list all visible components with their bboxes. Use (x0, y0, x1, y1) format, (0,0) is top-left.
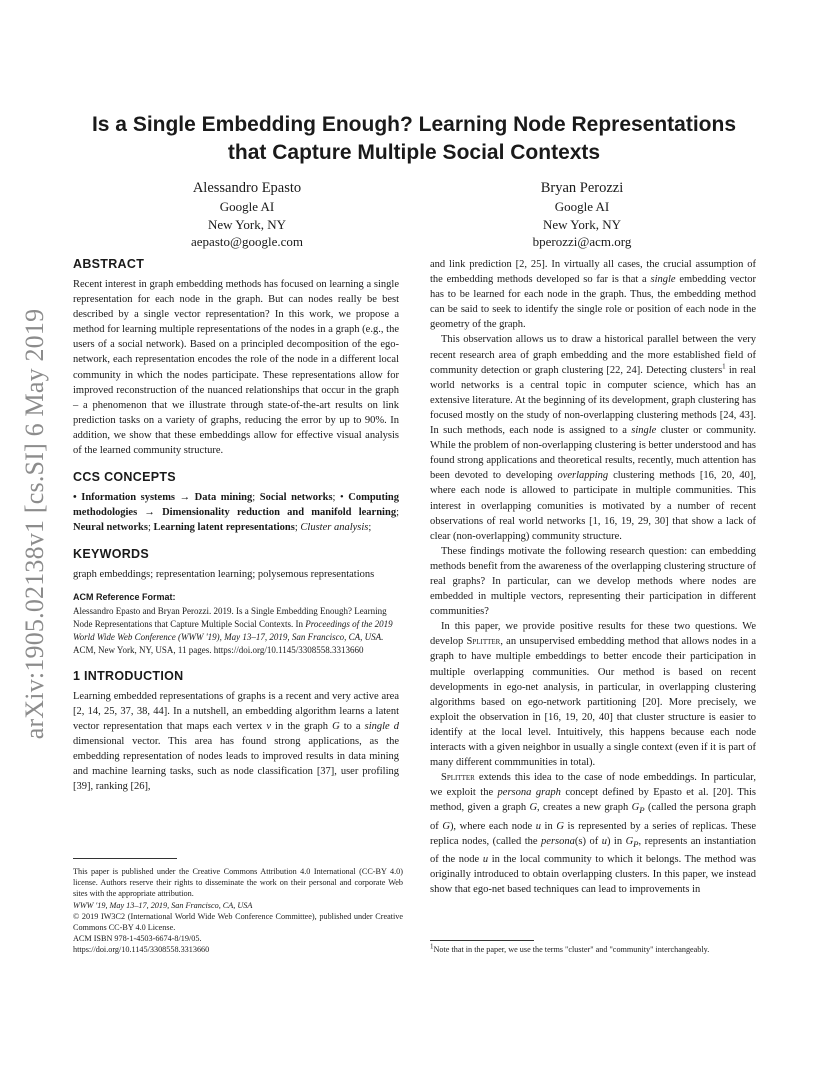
text-run: concept defined by Epasto et al. [20]. This method, given a graph (430, 787, 756, 814)
text-run: ) in (606, 835, 626, 847)
math-var: G (556, 820, 564, 832)
method-name: Splitter (441, 772, 475, 784)
math-var: u (482, 853, 489, 865)
acm-reference-text: Alessandro Epasto and Bryan Perozzi. 2019. Is a Single Embedding Enough? Learning Node Representations that Capture Multiple Social Contexts. In (73, 605, 387, 629)
ccs-concept: Social networks (259, 492, 333, 504)
ccs-sep: ; (396, 507, 399, 519)
text-run: clustering methods [16, 20, 40], where each node is allowed to participate in multiple communities. This interest in overlapping comunities is motivated by a number of recent observations of real world networks [1, 16, 19, 29, 30] that show a lack of clear (non-overlapping) community structure. (430, 470, 756, 542)
right-column (430, 257, 756, 897)
emphasis: single (650, 274, 676, 286)
paragraph (430, 770, 756, 897)
method-name: Splitter (466, 636, 501, 648)
title-line-1: Is a Single Embedding Enough? Learning Node Representations (91, 113, 737, 136)
acm-reference (73, 591, 399, 657)
author-name: Bryan Perozzi (540, 180, 624, 196)
math-var: G (332, 720, 340, 732)
emphasis: overlapping (557, 470, 609, 482)
conference-line (73, 900, 403, 911)
author-email: aepasto@google.com (191, 234, 303, 249)
ccs-sep: ; (147, 522, 154, 534)
footnote-rule-left (73, 858, 177, 859)
ccs-sep: ; • (332, 492, 349, 504)
keywords-heading: KEYWORDS (73, 547, 150, 562)
doi-link[interactable]: https://doi.org/10.1145/3308558.3313660 (73, 945, 210, 955)
math-subscript: P (633, 838, 639, 849)
intro-heading: 1 INTRODUCTION (73, 668, 184, 683)
text-run: dimensional vector. This area has found strong applications, as the embedding representation of nodes leads to improved results in data mining and machine learning tasks, such as node classification [37], user profiling [39], ranking [26], (73, 735, 399, 793)
emphasis: persona graph (497, 787, 561, 799)
paragraph (430, 619, 756, 770)
math-subscript: P (639, 805, 645, 816)
text-run: embedding vector has to be learned for each node in the graph. Thus, the embedding method can be said to seek to identify the single role or position of each node in the geometry of the graph. (430, 274, 756, 331)
ccs-concept: Computing methodologies → Dimensionality reduction and manifold learning (73, 492, 400, 519)
emphasis: single (631, 425, 657, 437)
paragraph (430, 332, 756, 543)
conference-text: WWW '19, May 13–17, 2019, San Francisco, CA, USA (73, 900, 253, 910)
arxiv-stamp (14, 296, 56, 752)
ccs-concept-italic: Cluster analysis (300, 522, 369, 534)
emphasis: persona (541, 835, 575, 847)
ccs-heading: CCS CONCEPTS (73, 470, 176, 485)
math-var: G (529, 802, 538, 814)
math-var: G (442, 820, 450, 832)
text-run: , represents an instantiation of the node (430, 835, 757, 865)
paragraph (430, 257, 756, 332)
footnote-marker: 1 (722, 362, 726, 371)
author-affiliation: Google AI (219, 199, 275, 214)
text-run: , creates a new graph (537, 802, 632, 814)
text-run: (called the persona graph of (430, 802, 757, 832)
emphasis: single d (364, 720, 399, 732)
isbn-text: ACM ISBN 978-1-4503-6674-8/19/05. (73, 934, 202, 944)
ccs-concept: • Information systems → Data mining (73, 492, 253, 504)
arxiv-stamp-text: arXiv:1905.02138v1 [cs.SI] 6 May 2019 (20, 308, 49, 740)
text-run: Learning embedded representations of graphs is a recent and very active area [2, 14, 25, 37, 38, 44]. In a nutshell, an embedding algorithm learns a latent vector representation that maps each vertex (73, 690, 399, 732)
text-run: is represented by a series of replicas. These replica nodes, (called the (430, 820, 756, 847)
text-run: and link prediction [2, 25]. In virtually all cases, the crucial assumption of the embedding methods developed so far is that a (430, 259, 756, 286)
text-run: in the local community to which it belongs. The method was originally introduced to obtain overlapping clusters. In this paper, we instead show that ego-net based techniques can lead to improvements in (430, 853, 756, 896)
abstract-heading: ABSTRACT (73, 257, 145, 271)
ccs-concept: Learning latent representations (153, 522, 295, 534)
footnote-1 (430, 944, 760, 955)
paragraph: These findings motivate the following research question: can embedding methods benefit from the awareness of the overlapping clustering structure of real graphs? In particular, can we develop methods where nodes are embedded in multiple vectors, representing their participation in different communities? (430, 545, 756, 618)
math-var: G (625, 835, 634, 847)
math-var: G (631, 802, 640, 814)
author-block-1 (127, 179, 367, 251)
text-run: in real world networks is a central topic in computer science, which has an extensive literature. At the beginning of its development, graph clustering has focused mostly on the study of non-overlapping clustering methods [24, 43]. In such methods, each node is assigned to a (430, 364, 756, 437)
footnote-rule-right (430, 940, 534, 941)
title-line-2: that Capture Multiple Social Contexts (227, 141, 601, 164)
ccs-sep: ; (252, 492, 260, 504)
acm-reference-text-end: ACM, New York, NY, USA, 11 pages. https://doi.org/10.1145/3308558.3313660 (73, 644, 364, 655)
author-location: New York, NY (207, 216, 286, 232)
copyright-footnote (73, 866, 403, 956)
text-run: cluster or community. While the problem of non-overlapping clustering is better understood and has found strong applications and theoretical results, recently, much attention has been devoted to developing (430, 425, 756, 482)
author-affiliation: Google AI (554, 199, 610, 214)
author-block-2 (462, 179, 702, 251)
author-location: New York, NY (542, 216, 621, 232)
math-var: u (601, 835, 607, 847)
math-var: u (535, 820, 541, 832)
abstract-text: Recent interest in graph embedding methods has focused on learning a single representation for each node in the graph. But can nodes really be best described by a single vector representation? In this work, we propose a method for learning multiple representations of the nodes in a graph (e.g., the users of a social network). Based on a principled decomposition of the ego-network, each representation encodes the role of the node in a different local community in which the nodes participate. These representations allow for improved reconstruction of the nuanced relationships that occur in the graph – a phenomenon that we illustrate through state-of-the-art results on link prediction tasks on a variety of graphs, reducing the error by up to 90%. In addition, we show that these embeddings allow for effective visual analysis of the learned community structure. (73, 279, 399, 457)
footnote-number: 1 (430, 942, 434, 951)
text-run: ), where each node (449, 820, 536, 832)
text-run: in (540, 820, 557, 832)
left-column (73, 257, 399, 794)
ccs-concept: Neural networks (73, 522, 148, 534)
acm-reference-heading: ACM Reference Format: (73, 591, 176, 602)
text-run: , an unsupervised embedding method that allows nodes in a graph to have multiple embeddings to better encode their participation in multiple overlapping communities. Our method is based on recent developments in ego-net analysis, in particular, in overlapping clustering algorithms based on ego-network partitioning [20]. More precisely, we exploit the observation in [16, 19, 20, 40] that cluster structure is easier to identify at the local level. Intuitively, this happens because each node interacts with a given neighbor in usually a single context (even if it is part of many different commmunities in total). (430, 636, 756, 769)
acm-reference-proceedings: Proceedings of the 2019 World Wide Web Conference (WWW '19), May 13–17, 2019, San Francisco, CA, USA. (73, 618, 393, 642)
copyright-text: © 2019 IW3C2 (International World Wide Web Conference Committee), published under Creative Commons CC-BY 4.0 License. (73, 911, 403, 933)
author-email: bperozzi@acm.org (532, 234, 632, 249)
text-run: This observation allows us to draw a historical parallel between the very recent research area of graph embedding and the more established field of community detection or graph clustering [22, 24]. Detecting clusters (430, 334, 756, 376)
text-run: In this paper, we provide positive results for these two questions. We develop (430, 621, 756, 648)
keywords-text: graph embeddings; representation learning; polysemous representations (73, 569, 375, 581)
text-run: extends this idea to the case of node embeddings. In particular, we exploit the (430, 772, 756, 799)
text-run: in the graph (271, 720, 333, 732)
text-run: to a (339, 720, 365, 732)
ccs-sep: ; (368, 522, 372, 534)
ccs-sep: ; (294, 522, 301, 534)
text-run: (s) of (574, 835, 602, 847)
footnote-text: Note that in the paper, we use the terms "cluster" and "community" interchangeably. (433, 945, 710, 954)
math-var: v (266, 720, 271, 732)
paper-title (60, 111, 768, 167)
license-text: This paper is published under the Creative Commons Attribution 4.0 International (CC-BY 4.0) license. Authors reserve their rights to disseminate the work on their personal and corporate Web sites with the appropriate attribution. (73, 867, 403, 899)
intro-paragraph (73, 689, 399, 795)
author-name: Alessandro Epasto (192, 180, 302, 196)
ccs-text (73, 490, 399, 535)
